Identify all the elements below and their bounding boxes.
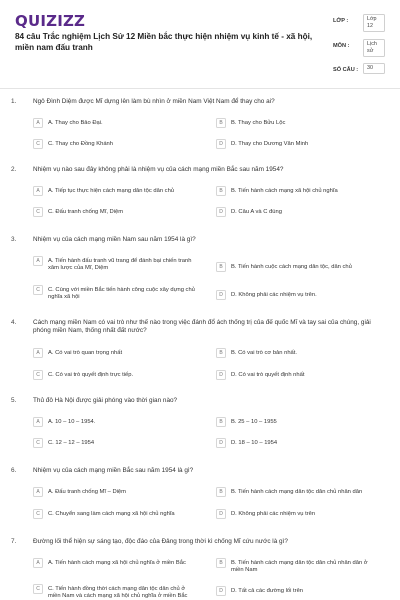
option-text: B. Tiến hành cách mạng dân tộc dân chủ nhân dân ở miền Nam bbox=[231, 559, 368, 574]
option-letter: D bbox=[216, 438, 226, 448]
option-letter: A bbox=[33, 256, 43, 266]
option-text: A. Đấu tranh chống Mĩ – Diệm bbox=[48, 488, 126, 495]
option-text: B. Tiến hành cách mạng xã hội chủ nghĩa bbox=[231, 187, 338, 194]
question-number: 6. bbox=[11, 467, 17, 474]
option-text: A. Tiến hành cách mạng xã hội chủ nghĩa ở miền Bắc bbox=[48, 559, 186, 566]
option-text: B. Tiến hành cách mạng dân tộc dân chủ nhân dân bbox=[231, 488, 363, 495]
option-letter: A bbox=[33, 487, 43, 497]
option-letter: C bbox=[33, 584, 43, 594]
meta-socau-label: SỐ CÂU : bbox=[333, 67, 359, 73]
question-number: 2. bbox=[11, 166, 17, 173]
meta-mon-label: MÔN : bbox=[333, 43, 350, 49]
option-text: A. Có vai trò quan trọng nhất bbox=[48, 349, 123, 356]
option-letter: B bbox=[216, 262, 226, 272]
option-text: A. Tiến hành đấu tranh vũ trang để đánh bại chiến tranh xâm lược của Mĩ, Diệm bbox=[48, 257, 192, 272]
question-text: Đường lối thể hiện sự sáng tạo, độc đáo của Đảng trong thời kì chống Mĩ cứu nước là gì? bbox=[33, 538, 288, 545]
option-text: D. Không phải các nhiệm vụ trên bbox=[231, 510, 316, 517]
option-text: A. 10 – 10 – 1954. bbox=[48, 418, 96, 425]
option-text: A. Tiếp tục thực hiện cách mạng dân tộc dân chủ bbox=[48, 187, 175, 194]
option-letter: A bbox=[33, 558, 43, 568]
option-text: C. Tiến hành đồng thời cách mạng dân tộc dân chủ ở miền Nam và cách mạng xã hội chủ nghĩa ở miền Bắc bbox=[48, 585, 188, 600]
option-letter: D bbox=[216, 290, 226, 300]
option-letter: C bbox=[33, 509, 43, 519]
option-text: B. Thay cho Bửu Lộc bbox=[231, 119, 286, 126]
option-letter: C bbox=[33, 370, 43, 380]
option-text: D. Không phải các nhiệm vụ trên. bbox=[231, 291, 317, 298]
header-divider bbox=[0, 88, 400, 89]
worksheet-title: 84 câu Trắc nghiệm Lịch Sử 12 Miền bắc thực hiện nhiệm vụ kinh tế - xã hội, miền nam đấu tranh bbox=[15, 32, 313, 52]
option-letter: C bbox=[33, 285, 43, 295]
option-text: C. Thay cho Đồng Khánh bbox=[48, 140, 113, 147]
option-letter: C bbox=[33, 438, 43, 448]
option-letter: A bbox=[33, 118, 43, 128]
option-letter: C bbox=[33, 139, 43, 149]
question-text: Nhiệm vụ của cách mạng miền Nam sau năm 1954 là gì? bbox=[33, 236, 196, 243]
question-text: Thủ đô Hà Nội được giải phóng vào thời gian nào? bbox=[33, 397, 178, 404]
option-text: C. Cùng với miền Bắc tiến hành công cuộc xây dựng chủ nghĩa xã hội bbox=[48, 286, 195, 301]
meta-socau-value: 30 bbox=[363, 63, 385, 74]
meta-lop-label: LỚP : bbox=[333, 18, 349, 24]
option-letter: D bbox=[216, 207, 226, 217]
question-text: Cách mạng miền Nam có vai trò như thế nào trong việc đánh đổ ách thống trị của đế quốc Mĩ và tay sai của chúng, giải phóng miền Nam, thống nhất đất nước? bbox=[33, 319, 371, 335]
option-letter: B bbox=[216, 348, 226, 358]
option-letter: B bbox=[216, 487, 226, 497]
question-number: 3. bbox=[11, 236, 17, 243]
option-letter: B bbox=[216, 417, 226, 427]
option-letter: A bbox=[33, 348, 43, 358]
option-text: C. Đấu tranh chống Mĩ, Diệm bbox=[48, 208, 124, 215]
question-number: 7. bbox=[11, 538, 17, 545]
option-text: A. Thay cho Bảo Đại. bbox=[48, 119, 103, 126]
question-text: Nhiệm vụ của cách mạng miền Bắc sau năm 1954 là gì? bbox=[33, 467, 194, 474]
option-text: D. Câu A và C đúng bbox=[231, 208, 282, 215]
option-text: D. Tất cả các đường lối trên bbox=[231, 587, 304, 594]
meta-mon-value: Lịch sử bbox=[363, 39, 385, 57]
question-text: Nhiệm vụ nào sau đây không phải là nhiệm vụ của cách mạng miền Bắc sau năm 1954? bbox=[33, 166, 284, 173]
option-letter: D bbox=[216, 139, 226, 149]
option-letter: C bbox=[33, 207, 43, 217]
option-text: B. Tiến hành cuộc cách mạng dân tộc, dân chủ bbox=[231, 263, 352, 270]
option-text: C. Có vai trò quyết định trực tiếp. bbox=[48, 371, 134, 378]
option-letter: A bbox=[33, 417, 43, 427]
question-number: 1. bbox=[11, 98, 17, 105]
option-letter: D bbox=[216, 370, 226, 380]
option-letter: D bbox=[216, 586, 226, 596]
option-letter: B bbox=[216, 118, 226, 128]
question-number: 5. bbox=[11, 397, 17, 404]
option-text: C. 12 – 12 – 1954 bbox=[48, 439, 95, 446]
option-letter: B bbox=[216, 186, 226, 196]
meta-lop-value: Lớp 12 bbox=[363, 14, 385, 32]
option-text: C. Chuyển sang làm cách mạng xã hội chủ nghĩa bbox=[48, 510, 175, 517]
question-number: 4. bbox=[11, 319, 17, 326]
quizizz-logo: QUIZIZZ bbox=[15, 12, 86, 30]
option-text: B. Có vai trò cơ bản nhất. bbox=[231, 349, 297, 356]
option-letter: B bbox=[216, 558, 226, 568]
option-text: D. Thay cho Dương Văn Minh bbox=[231, 140, 309, 147]
option-letter: A bbox=[33, 186, 43, 196]
option-text: B. 25 – 10 – 1955 bbox=[231, 418, 277, 425]
option-text: D. Có vai trò quyết định nhất bbox=[231, 371, 305, 378]
option-text: D. 18 – 10 – 1954 bbox=[231, 439, 278, 446]
worksheet-header bbox=[0, 0, 400, 88]
option-letter: D bbox=[216, 509, 226, 519]
question-text: Ngô Đình Diệm được Mĩ dựng lên làm bù nhìn ở miền Nam Việt Nam để thay cho ai? bbox=[33, 98, 275, 105]
